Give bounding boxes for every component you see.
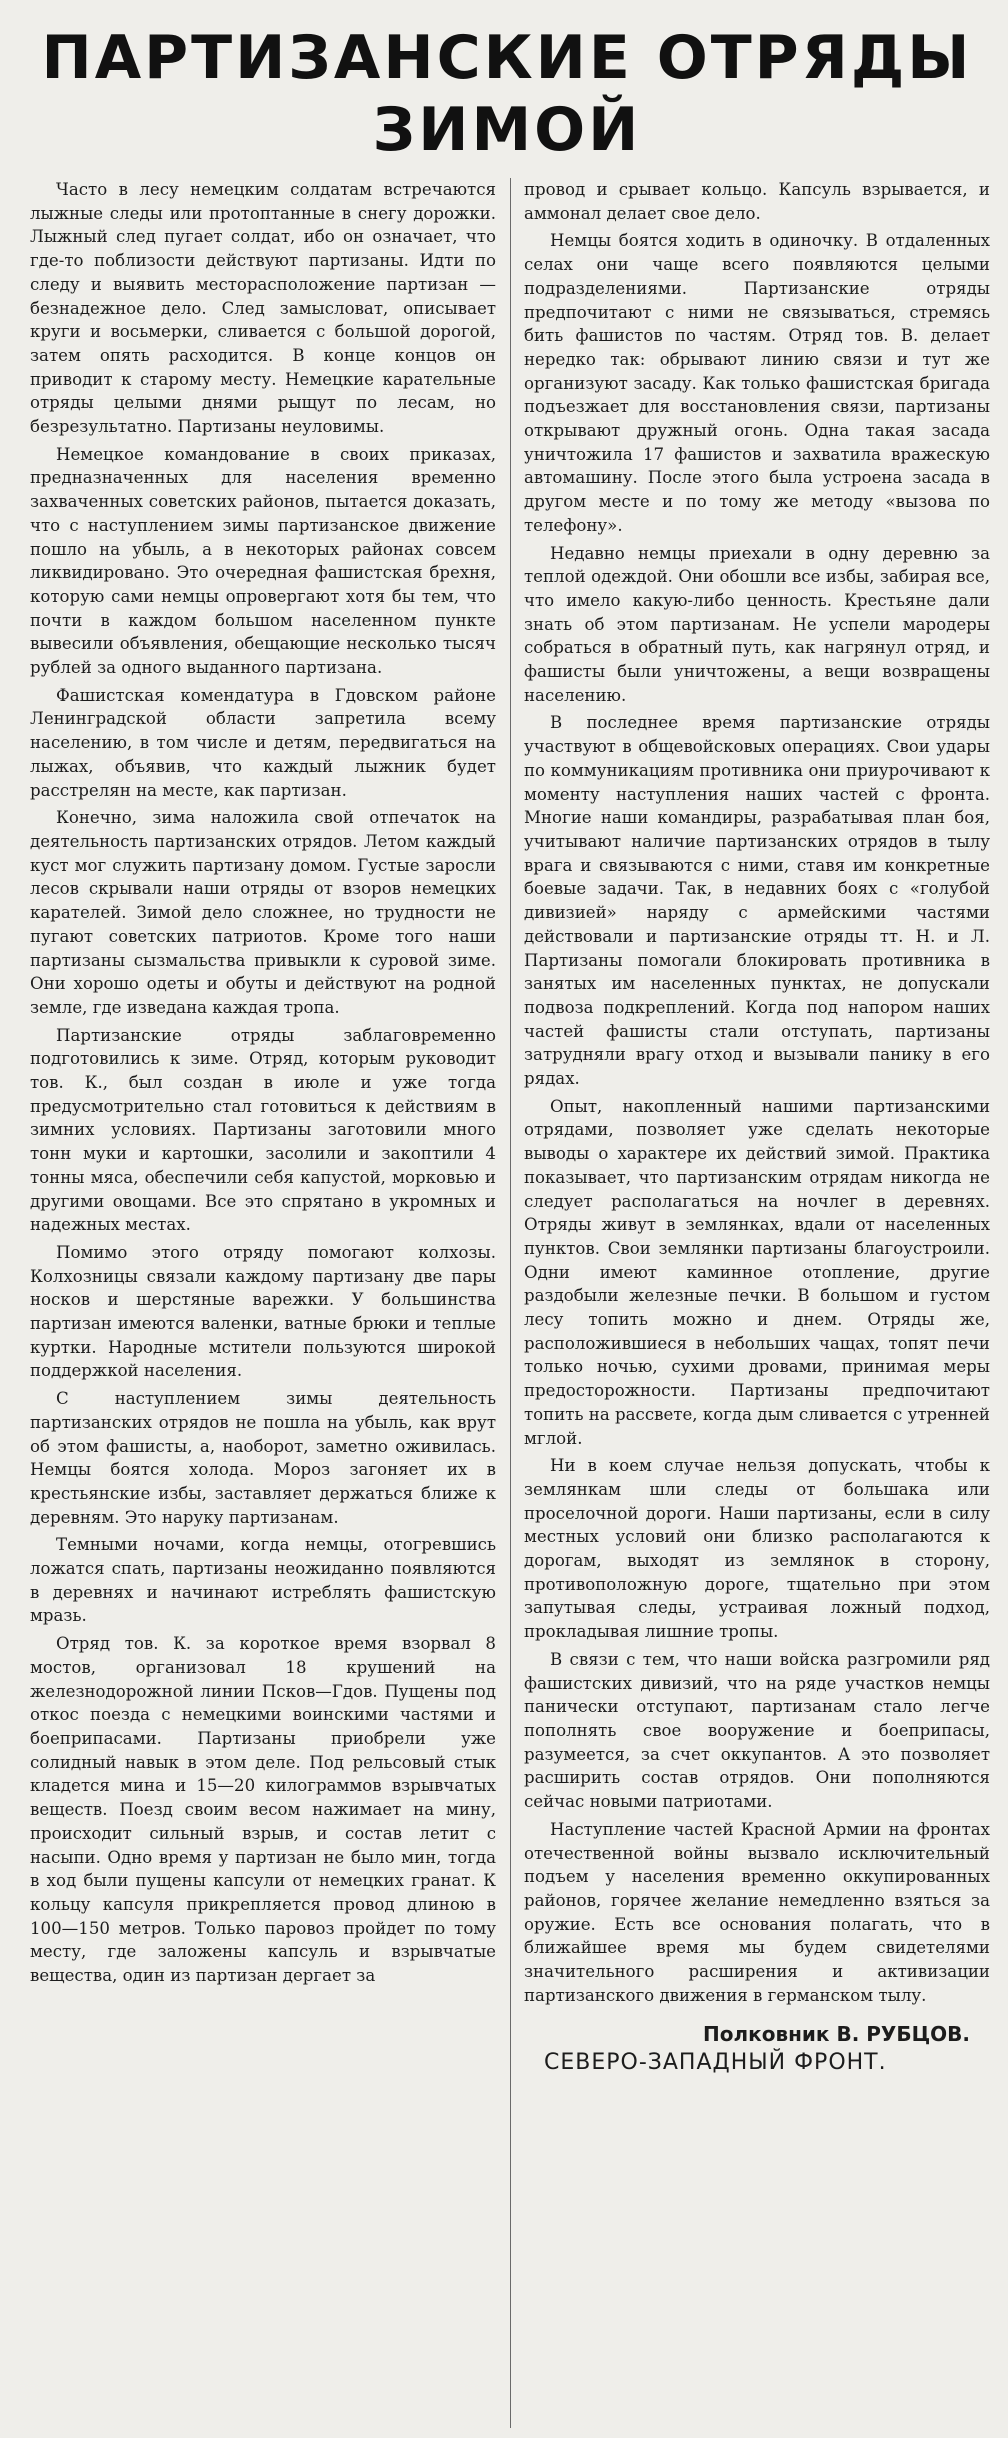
paragraph: Немецкое командование в своих приказах, предназначенных для населения временно захваченных советских районов, пытается доказать, что с наступлением зимы партизанское движение пошло на убыль, а в некоторых районах совсем ликвидировано. Это очередная фашистская брехня, которую сами немцы опровергают хотя бы тем, что почти в каждом большом населенном пункте вывесили объявления, обещающие несколько тысяч рублей за одного выданного партизана. [30, 444, 496, 678]
paragraph: Ни в коем случае нельзя допускать, чтобы к землянкам шли следы от большака или проселочной дороги. Наши партизаны, если в силу местных условий они близко располагаются к дорогам, выходят из землянок в сторону, противоположную дороге, тщательно при этом запутывая следы, устраивая ложный подход, прокладывая лишние тропы. [524, 1456, 990, 1642]
right-column [524, 178, 990, 2075]
paragraph: Помимо этого отряду помогают колхозы. Колхозницы связали каждому партизану две пары носков и шерстяные варежки. У большинства партизан имеются валенки, ватные брюки и теплые куртки. Народные мстители пользуются широкой поддержкой населения. [30, 1242, 496, 1381]
paragraph: Фашистская комендатура в Гдовском районе Ленинградской области запретила всему населению, в том числе и детям, передвигаться на лыжах, объявив, что каждый лыжник будет расстрелян на месте, как партизан. [30, 685, 496, 800]
paragraph: В последнее время партизанские отряды участвуют в общевойсковых операциях. Свои удары по коммуникациям противника они приурочивают к моменту наступления наших частей с фронта. Многие наши командиры, разрабатывая план боя, учитывают наличие партизанских отрядов в тылу врага и связываются с ними, ставя им конкретные боевые задачи. Так, в недавних боях с «голубой дивизией» наряду с армейскими частями действовали и партизанские отряды тт. Н. и Л. Партизаны помогали блокировать противника в занятых им населенных пунктах, не допускали подвоза подкреплений. Когда под напором наших частей фашисты стали отступать, партизаны затрудняли врагу отход и вызывали панику в его рядах. [524, 713, 990, 1089]
paragraph: Партизанские отряды заблаговременно подготовились к зиме. Отряд, которым руководит тов. К., был создан в июле и уже тогда предусмотрительно стал готовиться к действиям в зимних условиях. Партизаны заготовили много тонн муки и картошки, засолили и закоптили 4 тонны мяса, обеспечили себя капустой, морковью и другими овощами. Все это спрятано в укромных и надежных местах. [30, 1025, 496, 1235]
left-column [30, 178, 496, 1992]
author-signature: Полковник В. РУБЦОВ. [703, 2022, 970, 2047]
paragraph: Опыт, накопленный нашими партизанскими отрядами, позволяет уже сделать некоторые выводы о характере их действий зимой. Практика показывает, что партизанским отрядам никогда не следует располагаться на ночлег в деревнях. Отряды живут в землянках, вдали от населенных пунктов. Свои землянки партизаны благоустроили. Одни имеют каминное отопление, другие раздобыли железные печки. В большом и густом лесу топить можно и днем. Отряды же, расположившиеся в небольших чащах, топят печи только ночью, сухими дровами, принимая меры предосторожности. Партизаны предпочитают топить на рассвете, когда дым сливается с утренней мглой. [524, 1096, 990, 1448]
paragraph: Темными ночами, когда немцы, отогревшись ложатся спать, партизаны неожиданно появляются в деревнях и начинают истреблять фашистскую мразь. [30, 1535, 496, 1626]
article-body [30, 178, 990, 2438]
front-name: СЕВЕРО-ЗАПАДНЫЙ ФРОНТ. [544, 2050, 887, 2076]
paragraph: Отряд тов. К. за короткое время взорвал 8 мостов, организовал 18 крушений на железнодорожной линии Псков—Гдов. Пущены под откос поезда с немецкими воинскими частями и боеприпасами. Партизаны приобрели уже солидный навык в этом деле. Под рельсовый стык кладется мина и 15—20 килограммов взрывчатых веществ. Поезд своим весом нажимает на мину, происходит сильный взрыв, и состав летит с насыпи. Одно время у партизан не было мин, тогда в ход были пущены капсули от немецких гранат. К кольцу капсуля прикрепляется провод длиною в 100—150 метров. Только паровоз пройдет по тому месту, где заложены капсуль и взрывчатые вещества, один из партизан дергает за [30, 1634, 496, 1986]
paragraph: Часто в лесу немецким солдатам встречаются лыжные следы или протоптанные в снегу дорожки. Лыжный след пугает солдат, ибо он означает, что где-то поблизости действуют партизаны. Идти по следу и выявить месторасположение партизан — безнадежное дело. След замысловат, описывает круги и восьмерки, сливается с большой дорогой, затем опять расходится. В конце концов он приводит к старому месту. Немецкие карательные отряды целыми днями рыщут по лесам, но безрезультатно. Партизаны неуловимы. [30, 180, 496, 437]
column-divider [510, 178, 511, 2428]
headline [30, 22, 984, 166]
paragraph: Наступление частей Красной Армии на фронтах отечественной войны вызвало исключительный подъем у населения временно оккупированных районов, горячее желание немедленно взяться за оружие. Есть все основания полагать, что в ближайшее время мы будем свидетелями значительного расширения и активизации партизанского движения в германском тылу. [524, 1819, 990, 2005]
paragraph: С наступлением зимы деятельность партизанских отрядов не пошла на убыль, как врут об этом фашисты, а, наоборот, заметно оживилась. Немцы боятся холода. Мороз загоняет их в крестьянские избы, заставляет держаться ближе к деревням. Это наруку партизанам. [30, 1389, 496, 1527]
paragraph: провод и срывает кольцо. Капсуль взрывается, и аммонал делает свое дело. [524, 180, 990, 223]
paragraph: Немцы боятся ходить в одиночку. В отдаленных селах они чаще всего появляются целыми подразделениями. Партизанские отряды предпочитают с ними не связываться, стремясь бить фашистов по частям. Отряд тов. В. делает нередко так: обрывают линию связи и тут же организуют засаду. Как только фашистская бригада подъезжает для восстановления связи, партизаны открывают дружный огонь. Одна такая засада уничтожила 17 фашистов и захватила вражескую автомашину. После этого была устроена засада в другом месте и по тому же методу «вызова по телефону». [524, 231, 990, 535]
headline-line-2: ЗИМОЙ [372, 95, 642, 165]
headline-line-1: ПАРТИЗАНСКИЕ ОТРЯДЫ [41, 23, 973, 93]
paragraph: Конечно, зима наложила свой отпечаток на деятельность партизанских отрядов. Летом каждый куст мог служить партизану домом. Густые заросли лесов скрывали наши отряды от взоров немецких карателей. Зимой дело сложнее, но трудности не пугают советских патриотов. Кроме того наши партизаны сызмальства привыкли к суровой зиме. Они хорошо одеты и обуты и действуют на родной земле, где изведана каждая тропа. [30, 808, 496, 1017]
paragraph: В связи с тем, что наши войска разгромили ряд фашистских дивизий, что на ряде участков немцы панически отступают, партизанам стало легче пополнять свое вооружение и боеприпасы, разумеется, за счет оккупантов. А это позволяет расширить состав отрядов. Они пополняются сейчас новыми патриотами. [524, 1649, 990, 1812]
paragraph: Недавно немцы приехали в одну деревню за теплой одеждой. Они обошли все избы, забирая все, что имело какую-либо ценность. Крестьяне дали знать об этом партизанам. Не успели мародеры собраться в обратный путь, как нагрянул отряд, и фашисты были уничтожены, а вещи возвращены населению. [524, 543, 990, 705]
